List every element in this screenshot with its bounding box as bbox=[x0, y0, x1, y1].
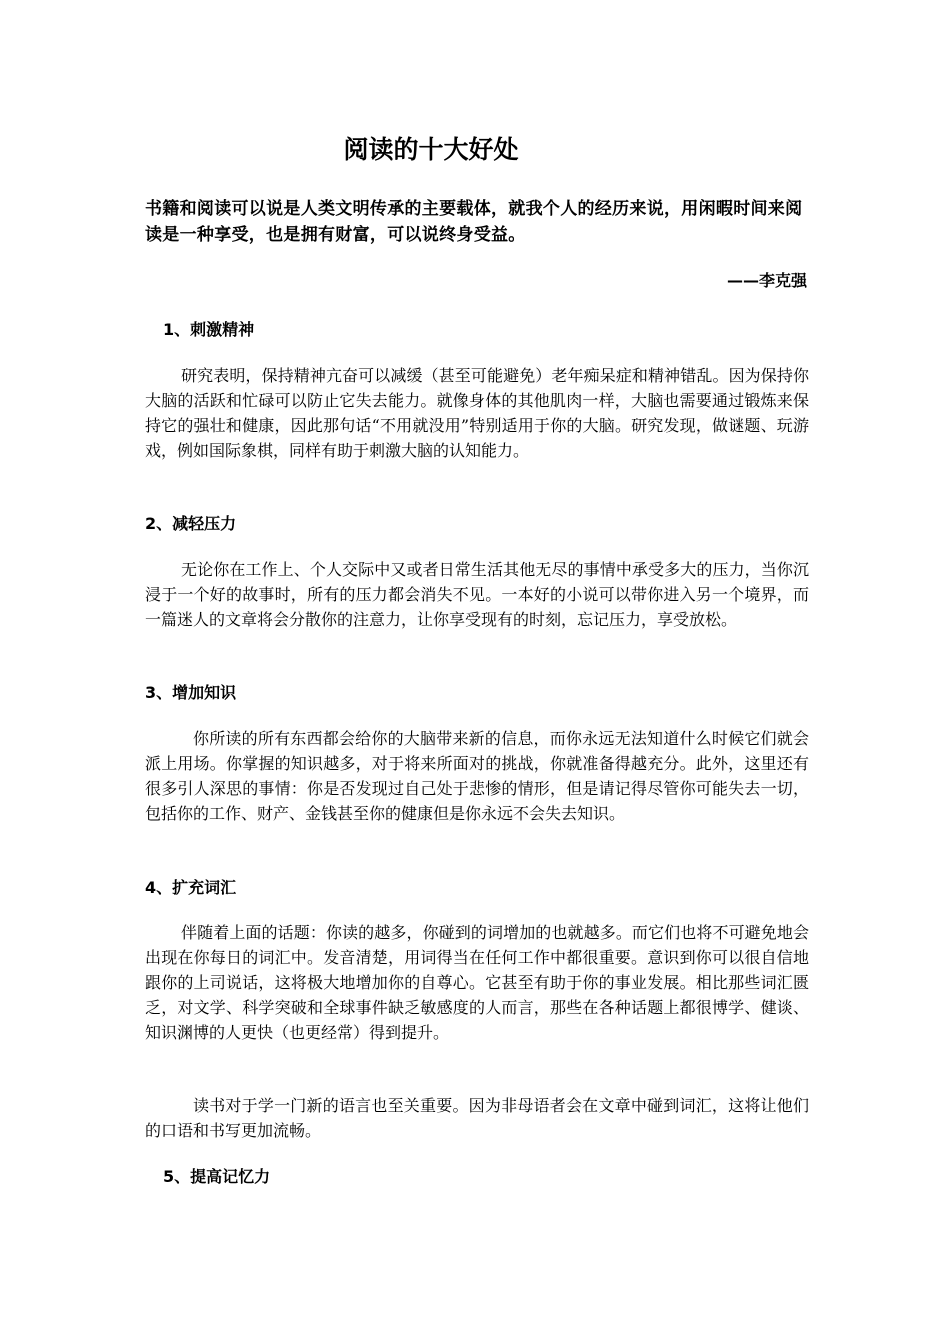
section-4-paragraph-1: 伴随着上面的话题：你读的越多，你碰到的词增加的也就越多。而它们也将不可避免地会出现在你每日的词汇中。发音清楚，用词得当在任何工作中都很重要。意识到你可以很自信地跟你的上司说话，这将极大地增加你的自尊心。它甚至有助于你的事业发展。相比那些词汇匮乏，对文学、科学突破和全球事件缺乏敏感度的人而言，那些在各种话题上都很博学、健谈、知识渊博的人更快（也更经常）得到提升。 bbox=[145, 923, 809, 1042]
section-heading-4: 4、扩充词汇 bbox=[145, 878, 237, 897]
quote-author: ——李克强 bbox=[726, 271, 807, 290]
section-heading-2: 2、减轻压力 bbox=[145, 514, 237, 533]
section-3-paragraph: 你所读的所有东西都会给你的大脑带来新的信息，而你永远无法知道什么时候它们就会派上用场。你掌握的知识越多，对于将来所面对的挑战，你就准备得越充分。此外，这里还有很多引人深思的事情：你是否发现过自己处于悲惨的情形，但是请记得尽管你可能失去一切，包括你的工作、财产、金钱甚至你的健康但是你永远不会失去知识。 bbox=[145, 729, 809, 823]
section-4-paragraph-2: 读书对于学一门新的语言也至关重要。因为非母语者会在文章中碰到词汇，这将让他们的口语和书写更加流畅。 bbox=[145, 1096, 809, 1140]
section-1-paragraph: 研究表明，保持精神亢奋可以减缓（甚至可能避免）老年痴呆症和精神错乱。因为保持你大脑的活跃和忙碌可以防止它失去能力。就像身体的其他肌肉一样，大脑也需要通过锻炼来保持它的强壮和健康，因此那句话“不用就没用”特别适用于你的大脑。研究发现，做谜题、玩游戏，例如国际象棋，同样有助于刺激大脑的认知能力。 bbox=[145, 366, 809, 460]
section-heading-1: 1、刺激精神 bbox=[163, 320, 255, 339]
section-heading-5: 5、提高记忆力 bbox=[163, 1167, 271, 1186]
document-title: 阅读的十大好处 bbox=[343, 135, 519, 164]
section-heading-3: 3、增加知识 bbox=[145, 683, 237, 702]
section-2-paragraph: 无论你在工作上、个人交际中又或者日常生活其他无尽的事情中承受多大的压力，当你沉浸于一个好的故事时，所有的压力都会消失不见。一本好的小说可以带你进入另一个境界，而一篇迷人的文章将会分散你的注意力，让你享受现有的时刻，忘记压力，享受放松。 bbox=[145, 560, 809, 629]
intro-quote: 书籍和阅读可以说是人类文明传承的主要载体，就我个人的经历来说，用闲暇时间来阅读是一种享受，也是拥有财富，可以说终身受益。 bbox=[145, 199, 803, 245]
